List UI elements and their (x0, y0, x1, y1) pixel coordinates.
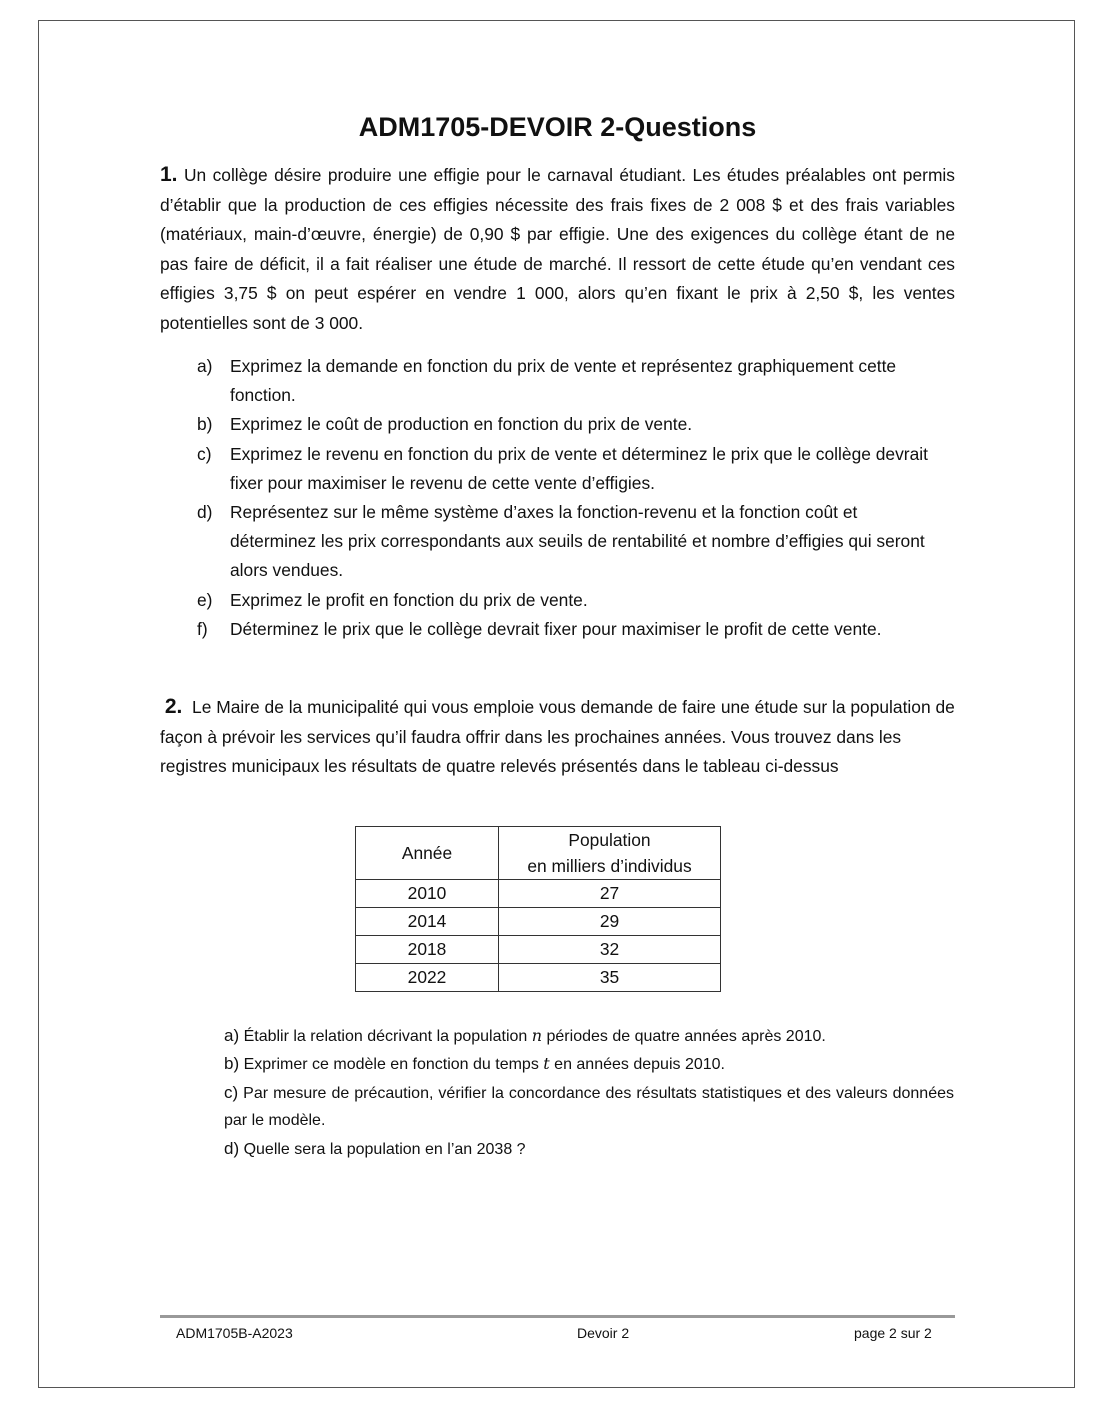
item-label: a) (224, 1026, 240, 1045)
list-item (160, 440, 955, 498)
item-label: f) (197, 618, 208, 639)
cell-year: 2014 (356, 908, 499, 936)
item-text: Établir la relation décrivant la population (243, 1028, 532, 1045)
item-label: d) (224, 1138, 240, 1158)
variable: t (543, 1054, 550, 1074)
item-label: e) (197, 589, 213, 610)
item-text: Exprimez le revenu en fonction du prix de vente et déterminez le prix que le collège devrait fixer pour maximiser le revenu de cette vente d’effigies. (230, 443, 928, 493)
table-row (356, 936, 721, 964)
item-text: périodes de quatre années après 2010. (542, 1028, 826, 1045)
item-label: a) (197, 356, 213, 376)
header-year: Année (356, 827, 499, 880)
table-row (356, 908, 721, 936)
item-text: Exprimer ce modèle en fonction du temps (239, 1056, 544, 1074)
item-text: Exprimez le profit en fonction du prix de vente. (230, 589, 588, 610)
item-text: en années depuis 2010. (549, 1056, 725, 1074)
footer-page: page 2 sur 2 (854, 1325, 932, 1341)
cell-year: 2010 (356, 880, 499, 908)
item-text: Par mesure de précaution, vérifier la concordance des résultats statistiques et des valeurs données par le modèle. (224, 1084, 954, 1130)
item-text: Déterminez le prix que le collège devrait fixer pour maximiser le profit de cette vente. (230, 618, 882, 639)
footer-title: Devoir 2 (577, 1325, 630, 1341)
list-item (224, 1135, 954, 1163)
cell-population: 29 (499, 908, 721, 936)
list-item (160, 352, 955, 410)
item-text: Exprimez le coût de production en fonction du prix de vente. (230, 414, 693, 435)
question-number: 2. (164, 695, 183, 718)
variable: n (531, 1026, 543, 1045)
item-label: b) (224, 1054, 240, 1074)
table-header-row (356, 827, 721, 880)
question-text: Le Maire de la municipalité qui vous emploie vous demande de faire une étude sur la population de façon à prévoir les services qu’il faudra offrir dans les prochaines années. Vous trouvez dans les registres municipaux les résultats de quatre relevés présentés dans le tableau ci-dessus (160, 697, 955, 777)
item-label: c) (197, 443, 212, 464)
list-item (160, 615, 955, 644)
cell-population: 35 (499, 964, 721, 992)
list-item (160, 498, 955, 586)
list-item (160, 410, 955, 439)
item-text: Représentez sur le même système d’axes la fonction-revenu et la fonction coût et déterminez les prix correspondants aux seuils de rentabilité et nombre d’effigies qui seront alors vendues. (230, 502, 925, 581)
question-1-items (160, 352, 955, 644)
question-2-items (224, 1022, 954, 1163)
item-text: Exprimez la demande en fonction du prix de vente et représentez graphiquement cette fonction. (230, 356, 897, 406)
footer-divider (160, 1315, 955, 1318)
header-line: en milliers d’individus (527, 856, 692, 876)
question-2 (160, 692, 955, 782)
table-row (356, 964, 721, 992)
cell-population: 27 (499, 880, 721, 908)
header-line: Population (568, 830, 651, 850)
item-label: b) (197, 414, 213, 435)
item-label: d) (197, 502, 213, 523)
page-title: ADM1705-DEVOIR 2-Questions (358, 112, 757, 142)
list-item (160, 586, 955, 615)
cell-population: 32 (499, 936, 721, 964)
header-population (499, 827, 721, 880)
table-row (356, 880, 721, 908)
question-1 (160, 160, 955, 339)
question-number: 1. (160, 163, 178, 186)
item-label: c) (224, 1082, 239, 1102)
item-text: Quelle sera la population en l’an 2038 ? (239, 1140, 526, 1158)
cell-year: 2018 (356, 936, 499, 964)
list-item (224, 1079, 954, 1135)
cell-year: 2022 (356, 964, 499, 992)
list-item (224, 1050, 954, 1078)
list-item (224, 1022, 954, 1050)
question-text: Un collège désire produire une effigie pour le carnaval étudiant. Les études préalables ont permis d’établir que la production de ces effigies nécessite des frais fixes de 2 008 $ et des frais variables (matériaux, main-d’œuvre, énergie) de 0,90 $ par effigie. Une des exigences du collège étant de ne pas faire de déficit, il a fait réaliser une étude de marché. Il ressort de cette étude qu’en vendant ces effigies 3,75 $ on peut espérer en vendre 1 000, alors qu’en fixant le prix à 2,50 $, les ventes potentielles sont de 3 000. (160, 165, 955, 333)
population-table (355, 826, 721, 992)
footer-course: ADM1705B-A2023 (176, 1325, 293, 1341)
